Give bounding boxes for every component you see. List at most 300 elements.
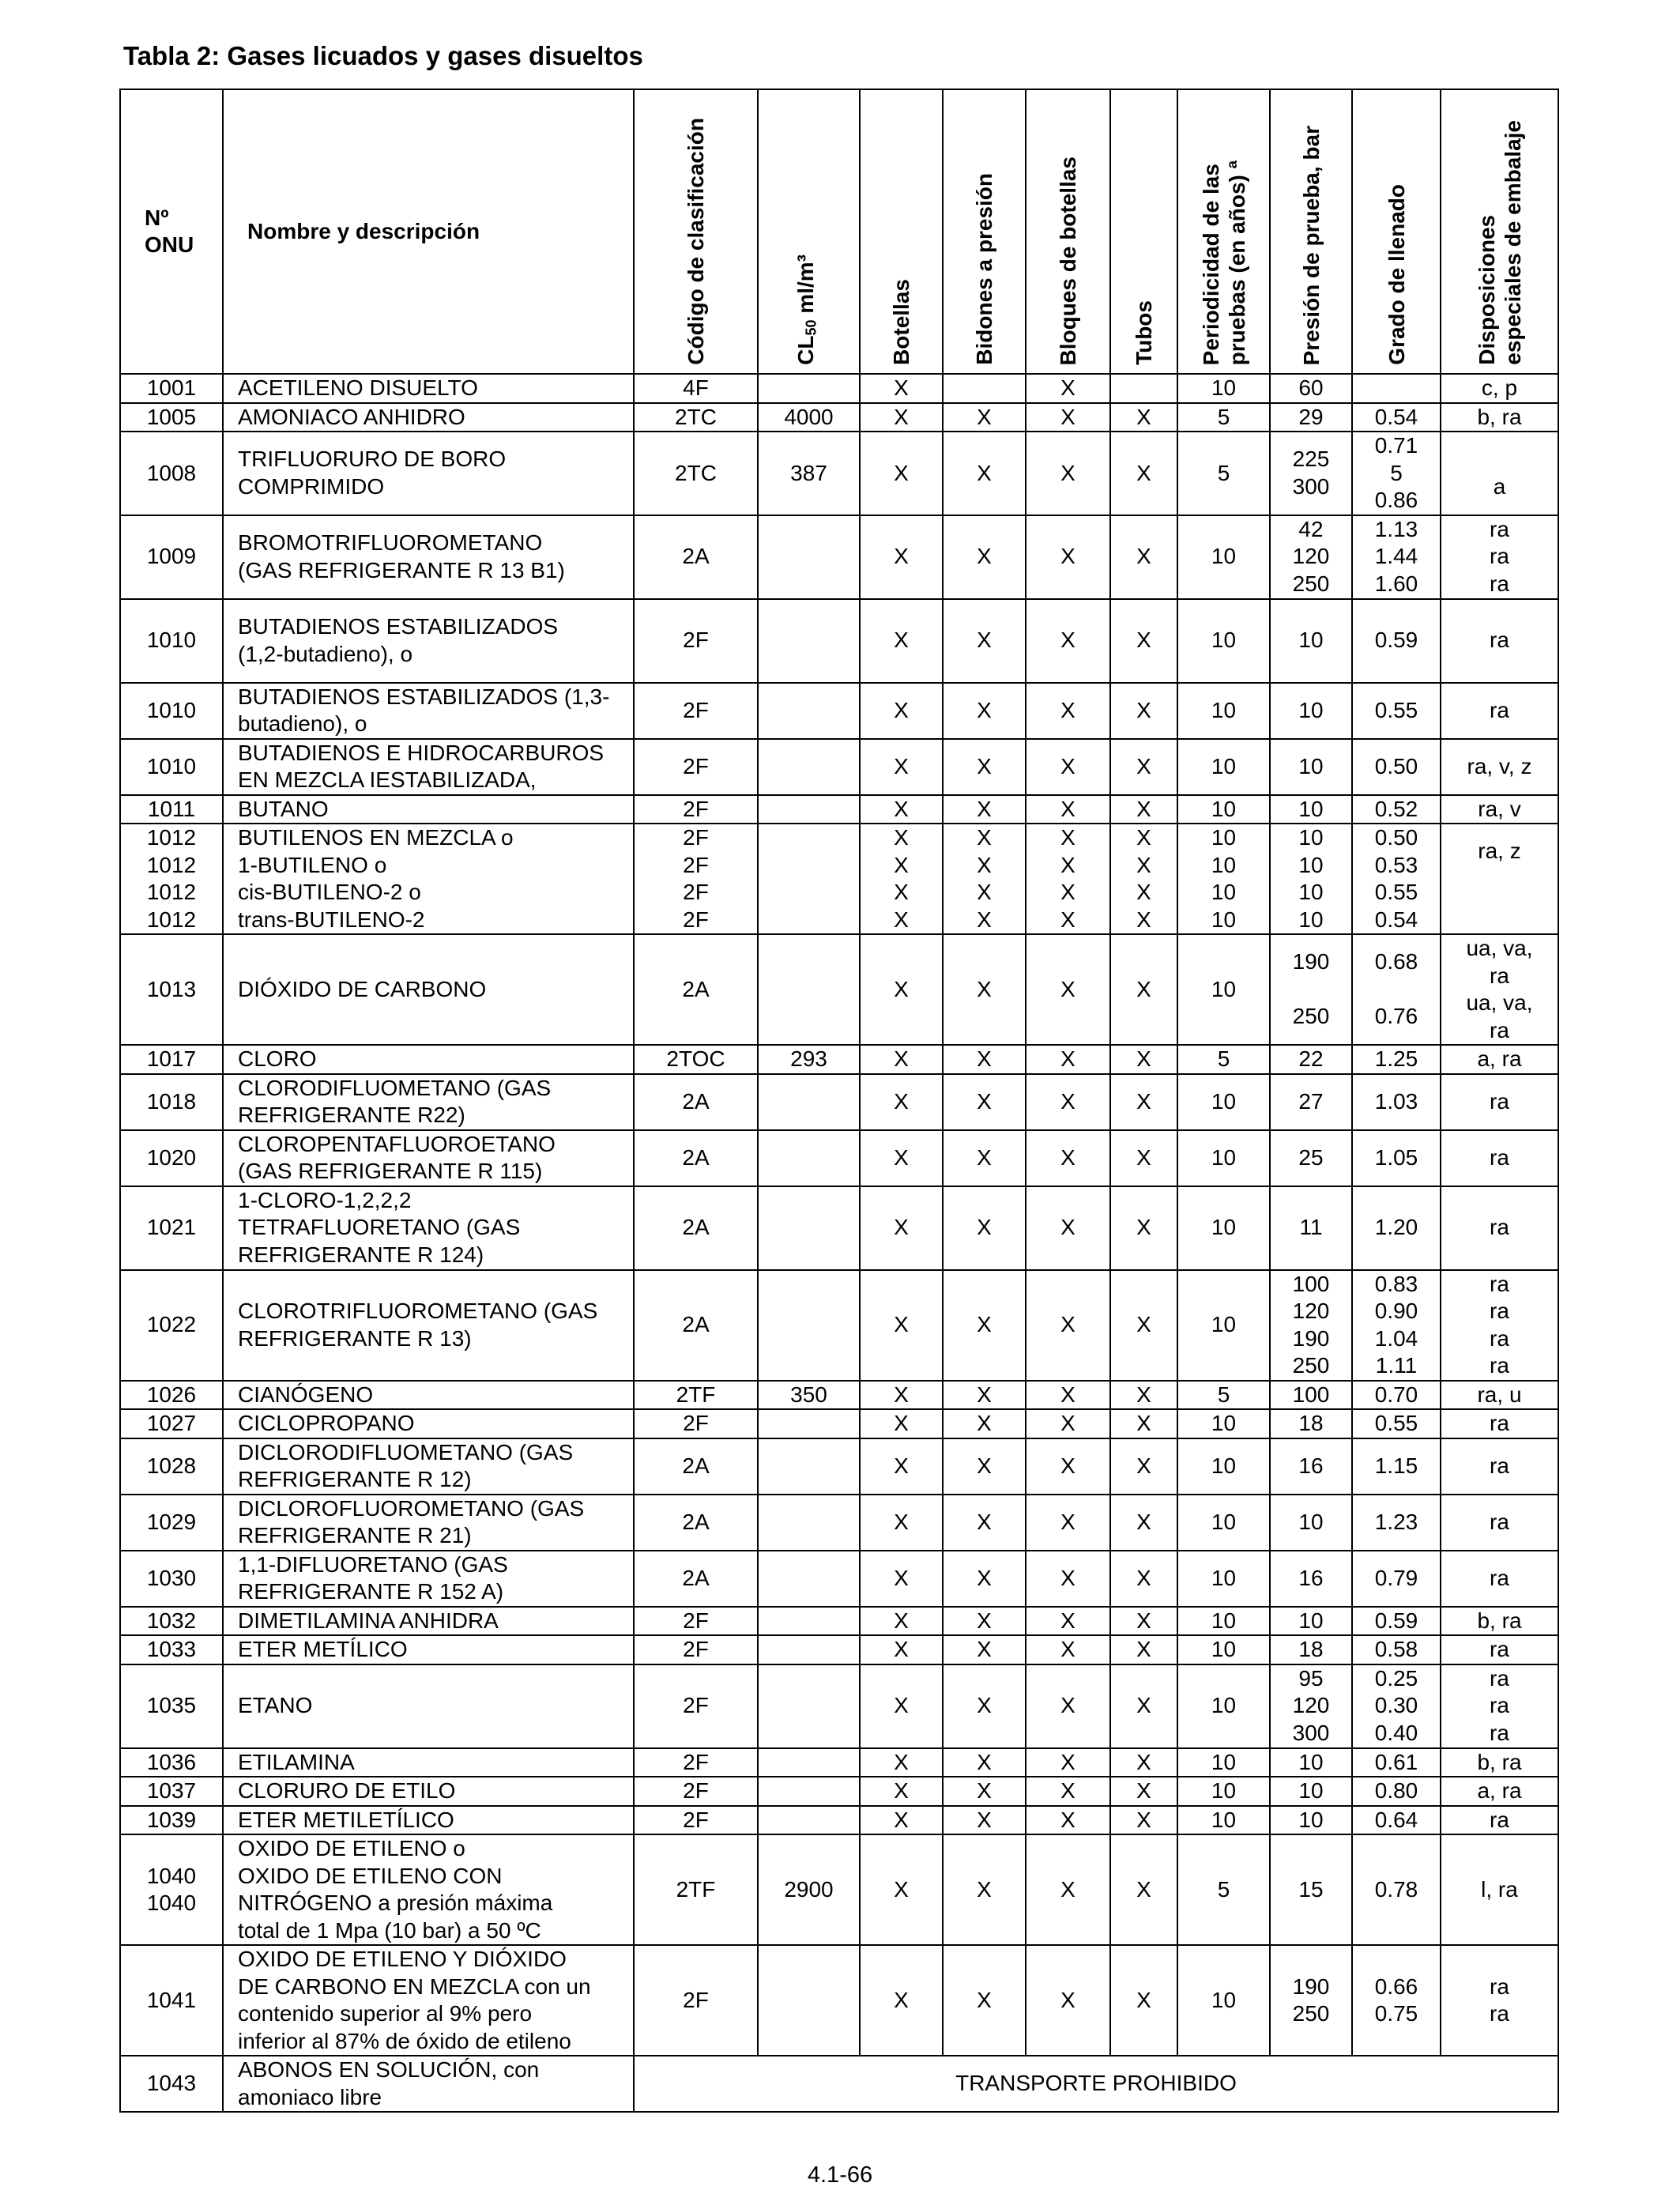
table-row (120, 1635, 1558, 1664)
cell-code: 2A (634, 1438, 758, 1495)
cell-tubes: X (1110, 599, 1177, 683)
cell-cl50 (758, 1806, 860, 1835)
cell-pressure: 11 (1270, 1186, 1352, 1270)
cell-name: DIÓXIDO DE CARBONO (223, 934, 634, 1045)
cell-bottles: X (860, 1806, 943, 1835)
cell-name: CLORODIFLUOMETANO (GAS REFRIGERANTE R22) (223, 1074, 634, 1130)
cell-name: ACETILENO DISUELTO (223, 374, 634, 403)
cell-period: 10 (1177, 1551, 1270, 1607)
cell-fill: 0.58 (1352, 1635, 1441, 1664)
table-row (120, 795, 1558, 824)
cell-onu: 1043 (120, 2056, 223, 2112)
cell-tubes: X (1110, 1806, 1177, 1835)
cell-period: 5 (1177, 432, 1270, 515)
cell-drums: X (943, 1834, 1026, 1945)
cell-bundles: X (1026, 1635, 1110, 1664)
cell-tubes: X (1110, 1074, 1177, 1130)
cell-name: BUTADIENOS ESTABILIZADOS (1,3- butadieno), o (223, 683, 634, 739)
cell-period: 10 (1177, 1945, 1270, 2056)
cell-onu: 1035 (120, 1664, 223, 1748)
cell-special: ra (1441, 1409, 1558, 1438)
cell-special: l, ra (1441, 1834, 1558, 1945)
cell-drums: X (943, 683, 1026, 739)
cell-name: 1-CLORO-1,2,2,2 TETRAFLUORETANO (GAS REFRIGERANTE R 124) (223, 1186, 634, 1270)
table-row (120, 1186, 1558, 1270)
cell-name: CLOROTRIFLUOROMETANO (GAS REFRIGERANTE R 13) (223, 1270, 634, 1381)
cell-pressure: 100 (1270, 1381, 1352, 1410)
cell-pressure: 16 (1270, 1551, 1352, 1607)
cell-onu: 1013 (120, 934, 223, 1045)
cell-cl50: 2900 (758, 1834, 860, 1945)
cell-pressure: 15 (1270, 1834, 1352, 1945)
cell-pressure: 225 300 (1270, 432, 1352, 515)
cell-drums: X (943, 1438, 1026, 1495)
cell-special: ra, v, z (1441, 739, 1558, 795)
cell-pressure: 16 (1270, 1438, 1352, 1495)
cell-onu: 1030 (120, 1551, 223, 1607)
cell-special: ua, va, ra ua, va, ra (1441, 934, 1558, 1045)
cell-fill: 0.66 0.75 (1352, 1945, 1441, 2056)
cell-drums: X (943, 1409, 1026, 1438)
cell-period: 10 (1177, 1806, 1270, 1835)
cell-name: OXIDO DE ETILENO Y DIÓXIDO DE CARBONO EN MEZCLA con un contenido superior al 9% pero inferior al 87% de óxido de etileno (223, 1945, 634, 2056)
header-code: Código de clasificación (634, 89, 758, 374)
cell-special: ra (1441, 1074, 1558, 1130)
cell-tubes: X (1110, 1409, 1177, 1438)
cell-cl50 (758, 515, 860, 599)
cell-drums: X (943, 599, 1026, 683)
cell-special: ra ra (1441, 1945, 1558, 2056)
cell-fill: 0.59 (1352, 1607, 1441, 1636)
cell-bottles: X (860, 599, 943, 683)
cell-period: 10 (1177, 1748, 1270, 1777)
cell-code: 2A (634, 1074, 758, 1130)
cell-period: 10 (1177, 683, 1270, 739)
cell-cl50 (758, 1074, 860, 1130)
table-row (120, 374, 1558, 403)
cell-bundles: X (1026, 1270, 1110, 1381)
cell-onu: 1010 (120, 599, 223, 683)
cell-bottles: X (860, 1945, 943, 2056)
cell-drums: X (943, 1186, 1026, 1270)
cell-name: AMONIACO ANHIDRO (223, 403, 634, 432)
cell-tubes (1110, 374, 1177, 403)
cell-pressure: 190 250 (1270, 1945, 1352, 2056)
cell-fill: 0.71 5 0.86 (1352, 432, 1441, 515)
header-tubes: Tubos (1110, 89, 1177, 374)
cell-onu: 1005 (120, 403, 223, 432)
cell-special: b, ra (1441, 403, 1558, 432)
cell-pressure: 10 (1270, 739, 1352, 795)
cell-bottles: X (860, 1074, 943, 1130)
cell-pressure: 10 (1270, 1748, 1352, 1777)
cell-name: BROMOTRIFLUOROMETANO (GAS REFRIGERANTE R 13 B1) (223, 515, 634, 599)
cell-pressure: 25 (1270, 1130, 1352, 1186)
cell-bundles: X (1026, 1551, 1110, 1607)
cell-period: 10 (1177, 1409, 1270, 1438)
cell-special: ra (1441, 599, 1558, 683)
table-title: Tabla 2: Gases licuados y gases disueltos (123, 41, 643, 70)
table-row (120, 2056, 1558, 2112)
cell-special: ra ra ra (1441, 1664, 1558, 1748)
cell-period: 10 (1177, 1438, 1270, 1495)
header-row (120, 89, 1558, 374)
cell-tubes: X (1110, 1635, 1177, 1664)
cell-drums: X (943, 1777, 1026, 1806)
cell-cl50 (758, 1186, 860, 1270)
cell-cl50 (758, 1551, 860, 1607)
cell-bottles: X (860, 1495, 943, 1551)
header-bundles: Bloques de botellas (1026, 89, 1110, 374)
cell-onu: 1001 (120, 374, 223, 403)
cell-drums: X (943, 403, 1026, 432)
table-row (120, 1270, 1558, 1381)
cell-cl50: 350 (758, 1381, 860, 1410)
header-special: Disposiciones especiales de embalaje (1441, 89, 1558, 374)
cell-fill: 1.13 1.44 1.60 (1352, 515, 1441, 599)
cell-cl50: 293 (758, 1045, 860, 1074)
cell-fill: 0.78 (1352, 1834, 1441, 1945)
cell-bottles: X (860, 1664, 943, 1748)
cell-special: ra (1441, 1186, 1558, 1270)
cell-bundles: X (1026, 1409, 1110, 1438)
header-pressure: Presión de prueba, bar (1270, 89, 1352, 374)
cell-name: CICLOPROPANO (223, 1409, 634, 1438)
cell-pressure: 95 120 300 (1270, 1664, 1352, 1748)
cell-bottles: X (860, 374, 943, 403)
cell-drums: X (943, 1635, 1026, 1664)
cell-period: 5 (1177, 1834, 1270, 1945)
cell-code: 2A (634, 1551, 758, 1607)
cell-onu: 1032 (120, 1607, 223, 1636)
cell-cl50 (758, 1635, 860, 1664)
cell-code: 2TF (634, 1381, 758, 1410)
cell-name: BUTADIENOS E HIDROCARBUROS EN MEZCLA IESTABILIZADA, (223, 739, 634, 795)
cell-period: 10 (1177, 374, 1270, 403)
cell-code: 2F 2F 2F 2F (634, 824, 758, 934)
cell-fill: 0.59 (1352, 599, 1441, 683)
table-row (120, 1777, 1558, 1806)
cell-drums: X (943, 1495, 1026, 1551)
cell-special: ra (1441, 1806, 1558, 1835)
cell-onu: 1017 (120, 1045, 223, 1074)
cell-fill: 0.64 (1352, 1806, 1441, 1835)
cell-name: TRIFLUORURO DE BORO COMPRIMIDO (223, 432, 634, 515)
table-row (120, 739, 1558, 795)
cell-onu: 1010 (120, 683, 223, 739)
table-row (120, 1607, 1558, 1636)
cell-fill: 0.68 0.76 (1352, 934, 1441, 1045)
cell-tubes: X (1110, 1777, 1177, 1806)
cell-fill: 1.25 (1352, 1045, 1441, 1074)
cell-tubes: X (1110, 1130, 1177, 1186)
cell-tubes: X (1110, 403, 1177, 432)
cell-bundles: X (1026, 1607, 1110, 1636)
cell-special: ra (1441, 1130, 1558, 1186)
cell-fill: 0.50 (1352, 739, 1441, 795)
cell-pressure: 10 (1270, 1777, 1352, 1806)
cell-name: DICLORODIFLUOMETANO (GAS REFRIGERANTE R 12) (223, 1438, 634, 1495)
cell-special: ra ra ra ra (1441, 1270, 1558, 1381)
cell-pressure: 190 250 (1270, 934, 1352, 1045)
cell-tubes: X (1110, 1438, 1177, 1495)
cell-name: ETER METÍLICO (223, 1635, 634, 1664)
cell-period: 5 (1177, 403, 1270, 432)
cell-drums: X (943, 1748, 1026, 1777)
cell-bottles: X (860, 1748, 943, 1777)
cell-code: 2F (634, 1806, 758, 1835)
cell-drums: X (943, 1130, 1026, 1186)
cell-tubes: X (1110, 1834, 1177, 1945)
cell-bundles: X (1026, 1664, 1110, 1748)
cell-bottles: X (860, 403, 943, 432)
cell-period: 10 (1177, 739, 1270, 795)
cell-drums: X (943, 1381, 1026, 1410)
cell-onu: 1033 (120, 1635, 223, 1664)
table-row (120, 1495, 1558, 1551)
cell-code: 2F (634, 599, 758, 683)
cell-bundles: X (1026, 1777, 1110, 1806)
cell-period: 10 (1177, 934, 1270, 1045)
cell-special: ra (1441, 1551, 1558, 1607)
cell-code: 2F (634, 1777, 758, 1806)
cell-onu: 1036 (120, 1748, 223, 1777)
cell-drums: X (943, 1806, 1026, 1835)
cell-tubes: X (1110, 1495, 1177, 1551)
page-number: 4.1-66 (807, 2162, 873, 2188)
cell-bottles: X (860, 1409, 943, 1438)
cell-name: OXIDO DE ETILENO o OXIDO DE ETILENO CON NITRÓGENO a presión máxima total de 1 Mpa (10 bar) a 50 ºC (223, 1834, 634, 1945)
cell-pressure: 42 120 250 (1270, 515, 1352, 599)
table-row (120, 1551, 1558, 1607)
cell-period: 10 (1177, 1074, 1270, 1130)
cell-tubes: X (1110, 934, 1177, 1045)
cell-drums (943, 374, 1026, 403)
cell-bundles: X (1026, 432, 1110, 515)
cell-drums: X (943, 1607, 1026, 1636)
cell-bottles: X (860, 683, 943, 739)
cell-drums: X (943, 739, 1026, 795)
cell-special: ra (1441, 1635, 1558, 1664)
cell-onu: 1009 (120, 515, 223, 599)
header-period: Periodicidad de las pruebas (en años) ª (1177, 89, 1270, 374)
cell-fill: 1.20 (1352, 1186, 1441, 1270)
cell-bundles: X (1026, 1381, 1110, 1410)
cell-period: 10 (1177, 599, 1270, 683)
cell-code: 2A (634, 1495, 758, 1551)
cell-cl50 (758, 599, 860, 683)
cell-period: 10 (1177, 1186, 1270, 1270)
cell-name: BUTADIENOS ESTABILIZADOS (1,2-butadieno), o (223, 599, 634, 683)
cell-period: 10 (1177, 1607, 1270, 1636)
cell-cl50 (758, 795, 860, 824)
cell-onu: 1028 (120, 1438, 223, 1495)
cell-onu: 1021 (120, 1186, 223, 1270)
header-cl50: $CL_{50}$ ml/m³ (758, 89, 860, 374)
cell-bottles: X (860, 1270, 943, 1381)
cell-bundles: X (1026, 1806, 1110, 1835)
cell-bottles: X (860, 1130, 943, 1186)
table-row (120, 515, 1558, 599)
cell-code: 2A (634, 1130, 758, 1186)
cell-tubes: X (1110, 432, 1177, 515)
gases-table (119, 89, 1559, 2113)
cell-period: 5 (1177, 1045, 1270, 1074)
cell-cl50 (758, 1607, 860, 1636)
cell-bottles: X (860, 795, 943, 824)
cell-name: BUTANO (223, 795, 634, 824)
cell-name: DIMETILAMINA ANHIDRA (223, 1607, 634, 1636)
cell-cl50 (758, 374, 860, 403)
cell-fill: 0.54 (1352, 403, 1441, 432)
cell-bundles: X (1026, 1186, 1110, 1270)
cell-drums: X (943, 432, 1026, 515)
cell-bottles: X (860, 1777, 943, 1806)
cell-tubes: X (1110, 795, 1177, 824)
cell-cl50: 4000 (758, 403, 860, 432)
cell-special: ra (1441, 1495, 1558, 1551)
cell-drums: X (943, 934, 1026, 1045)
cell-code: 2F (634, 1664, 758, 1748)
cell-pressure: 22 (1270, 1045, 1352, 1074)
table-row (120, 1409, 1558, 1438)
cell-onu: 1037 (120, 1777, 223, 1806)
cell-onu: 1029 (120, 1495, 223, 1551)
cell-bottles: X (860, 1045, 943, 1074)
cell-tubes: X (1110, 1551, 1177, 1607)
cell-bottles: X (860, 1607, 943, 1636)
cell-period: 10 (1177, 1664, 1270, 1748)
cell-onu: 1022 (120, 1270, 223, 1381)
cell-code: 2A (634, 515, 758, 599)
cell-tubes: X X X X (1110, 824, 1177, 934)
cell-drums: X (943, 1664, 1026, 1748)
cell-cl50 (758, 934, 860, 1045)
cell-pressure: 18 (1270, 1409, 1352, 1438)
cell-drums: X (943, 515, 1026, 599)
cell-special: ra ra ra (1441, 515, 1558, 599)
cell-period: 10 (1177, 1270, 1270, 1381)
cell-bottles: X (860, 1551, 943, 1607)
cell-fill: 0.25 0.30 0.40 (1352, 1664, 1441, 1748)
cell-bottles: X (860, 515, 943, 599)
cell-drums: X (943, 1945, 1026, 2056)
cell-bundles: X (1026, 374, 1110, 403)
cell-code: 2TOC (634, 1045, 758, 1074)
cell-tubes: X (1110, 1270, 1177, 1381)
cell-name: CLOROPENTAFLUOROETANO (GAS REFRIGERANTE R 115) (223, 1130, 634, 1186)
table-body (120, 374, 1558, 2112)
cell-cl50 (758, 1409, 860, 1438)
table-row (120, 1834, 1558, 1945)
cell-bundles: X (1026, 683, 1110, 739)
cell-name: CIANÓGENO (223, 1381, 634, 1410)
cell-period: 10 (1177, 1635, 1270, 1664)
cell-pressure: 10 (1270, 1607, 1352, 1636)
cell-fill (1352, 374, 1441, 403)
cell-pressure: 10 (1270, 795, 1352, 824)
cell-name: ETILAMINA (223, 1748, 634, 1777)
table-row (120, 403, 1558, 432)
cell-fill: 0.70 (1352, 1381, 1441, 1410)
cell-fill: 1.03 (1352, 1074, 1441, 1130)
cell-onu: 1039 (120, 1806, 223, 1835)
cell-special: ra, u (1441, 1381, 1558, 1410)
cell-onu: 1027 (120, 1409, 223, 1438)
cell-code: 2F (634, 795, 758, 824)
cell-fill: 0.55 (1352, 683, 1441, 739)
cell-code: 2A (634, 1186, 758, 1270)
cell-bottles: X (860, 432, 943, 515)
table-row (120, 1664, 1558, 1748)
cell-special: b, ra (1441, 1748, 1558, 1777)
table-row (120, 1045, 1558, 1074)
table-row (120, 934, 1558, 1045)
cell-code: 2TC (634, 432, 758, 515)
transport-prohibited-note: TRANSPORTE PROHIBIDO (634, 2056, 1558, 2112)
cell-name: CLORURO DE ETILO (223, 1777, 634, 1806)
cell-bottles: X (860, 739, 943, 795)
cell-code: 2TF (634, 1834, 758, 1945)
cell-pressure: 27 (1270, 1074, 1352, 1130)
cell-onu: 1012 1012 1012 1012 (120, 824, 223, 934)
cell-cl50 (758, 1748, 860, 1777)
cell-code: 2A (634, 1270, 758, 1381)
cell-bundles: X (1026, 1748, 1110, 1777)
cell-onu: 1020 (120, 1130, 223, 1186)
cell-bottles: X (860, 1438, 943, 1495)
header-drums: Bidones a presión (943, 89, 1026, 374)
cell-bundles: X (1026, 515, 1110, 599)
cell-code: 2F (634, 1635, 758, 1664)
cell-cl50 (758, 1777, 860, 1806)
cell-fill: 0.79 (1352, 1551, 1441, 1607)
cell-bottles: X (860, 1635, 943, 1664)
table-row (120, 599, 1558, 683)
cell-cl50 (758, 824, 860, 934)
cell-tubes: X (1110, 1664, 1177, 1748)
cell-special: ra (1441, 683, 1558, 739)
cell-bundles: X (1026, 1834, 1110, 1945)
cell-bundles: X (1026, 1074, 1110, 1130)
cell-drums: X (943, 1551, 1026, 1607)
cell-special: ra (1441, 1438, 1558, 1495)
cell-pressure: 10 (1270, 599, 1352, 683)
cell-special: b, ra (1441, 1607, 1558, 1636)
cell-cl50 (758, 1664, 860, 1748)
cell-special: a (1441, 432, 1558, 515)
cell-bundles: X (1026, 599, 1110, 683)
table-row (120, 683, 1558, 739)
cell-code: 2F (634, 1409, 758, 1438)
cell-fill: 1.15 (1352, 1438, 1441, 1495)
cell-tubes: X (1110, 1381, 1177, 1410)
cell-onu: 1008 (120, 432, 223, 515)
cell-name: ETANO (223, 1664, 634, 1748)
cell-fill: 0.83 0.90 1.04 1.11 (1352, 1270, 1441, 1381)
cell-bundles: X (1026, 795, 1110, 824)
cell-cl50 (758, 1270, 860, 1381)
cell-code: 2F (634, 1748, 758, 1777)
cell-period: 10 (1177, 515, 1270, 599)
header-onu: Nº ONU (120, 89, 223, 374)
cell-tubes: X (1110, 1186, 1177, 1270)
cell-pressure: 29 (1270, 403, 1352, 432)
cell-bundles: X (1026, 1045, 1110, 1074)
cell-onu: 1041 (120, 1945, 223, 2056)
cell-cl50 (758, 1495, 860, 1551)
cell-cl50 (758, 683, 860, 739)
